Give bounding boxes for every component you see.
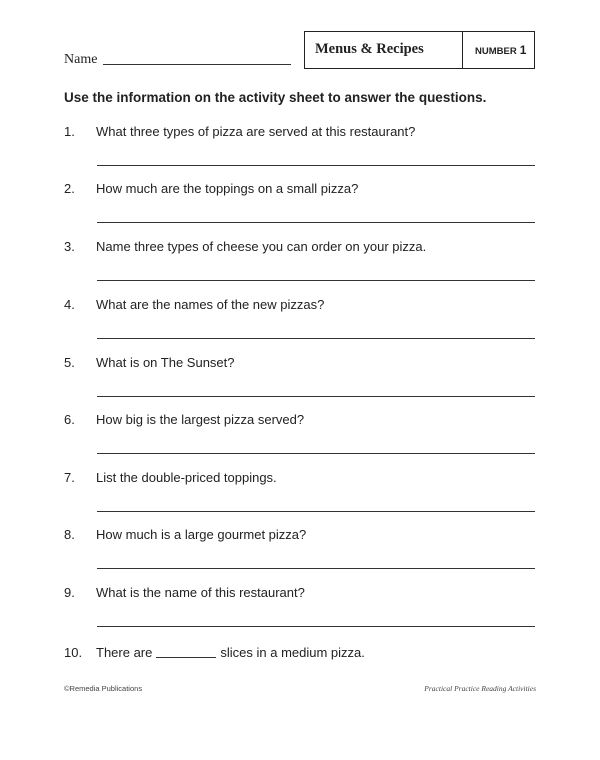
answer-line-5[interactable] <box>97 396 535 397</box>
number-label: NUMBER <box>475 46 517 57</box>
question-4 <box>64 297 324 312</box>
question-number: 10. <box>64 645 83 660</box>
question-number: 2. <box>64 181 75 196</box>
question-number: 3. <box>64 239 75 254</box>
question-number: 9. <box>64 585 75 600</box>
worksheet-number <box>463 32 534 68</box>
name-label: Name <box>64 52 98 67</box>
answer-line-2[interactable] <box>97 222 535 223</box>
name-row <box>64 52 291 68</box>
question-5 <box>64 355 235 370</box>
question-3 <box>64 239 426 254</box>
answer-line-9[interactable] <box>97 626 535 627</box>
question-text: How big is the largest pizza served? <box>96 412 305 427</box>
question-number: 7. <box>64 470 75 485</box>
fill-in-blank[interactable] <box>156 657 216 658</box>
question-number: 5. <box>64 355 75 370</box>
question-10 <box>64 645 365 660</box>
number-value: 1 <box>519 43 527 57</box>
question-9 <box>64 585 305 600</box>
question-number: 6. <box>64 412 75 427</box>
question-text-after: slices in a medium pizza. <box>220 645 365 660</box>
question-number: 4. <box>64 297 75 312</box>
question-2 <box>64 181 358 196</box>
answer-line-4[interactable] <box>97 338 535 339</box>
question-number: 8. <box>64 527 75 542</box>
instructions: Use the information on the activity sheet to answer the questions. <box>64 90 487 105</box>
footer-copyright: ©Remedia Publications <box>64 684 143 693</box>
question-text: How much are the toppings on a small pizza? <box>96 181 359 196</box>
question-text: What is on The Sunset? <box>96 355 235 370</box>
question-1 <box>64 124 415 139</box>
answer-line-3[interactable] <box>97 280 535 281</box>
answer-line-1[interactable] <box>97 165 535 166</box>
answer-line-7[interactable] <box>97 511 535 512</box>
question-number: 1. <box>64 124 75 139</box>
name-input-line[interactable] <box>103 64 291 65</box>
title-box <box>304 31 535 69</box>
question-6 <box>64 412 304 427</box>
question-text: Name three types of cheese you can order on your pizza. <box>96 239 427 254</box>
footer-series: Practical Practice Reading Activities <box>424 684 536 693</box>
question-7 <box>64 470 277 485</box>
worksheet-title: Menus & Recipes <box>305 32 463 68</box>
answer-line-8[interactable] <box>97 568 535 569</box>
question-text: How much is a large gourmet pizza? <box>96 527 307 542</box>
question-text: List the double-priced toppings. <box>96 470 277 485</box>
answer-line-6[interactable] <box>97 453 535 454</box>
question-text: What is the name of this restaurant? <box>96 585 305 600</box>
question-text: What three types of pizza are served at this restaurant? <box>96 124 416 139</box>
question-text-before: There are <box>96 645 153 660</box>
question-8 <box>64 527 306 542</box>
question-text: What are the names of the new pizzas? <box>96 297 325 312</box>
